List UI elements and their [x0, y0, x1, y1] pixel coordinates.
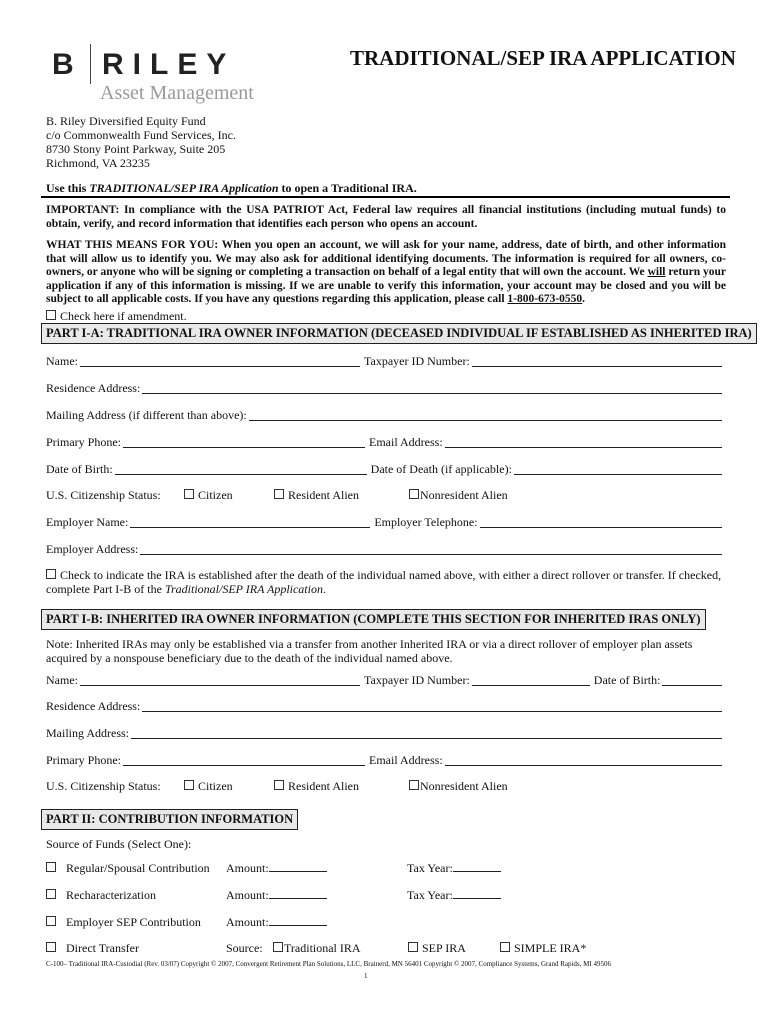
- tax-year-field[interactable]: [453, 861, 501, 872]
- mailing-address-field[interactable]: [249, 409, 722, 421]
- logo-b: B: [52, 48, 76, 81]
- amount-group: [226, 888, 327, 903]
- b-dob-label: Date of Birth:: [593, 673, 661, 687]
- primary-phone-field[interactable]: [123, 436, 365, 448]
- page-number: 1: [364, 972, 368, 980]
- tax-year-label: Tax Year:: [407, 888, 453, 902]
- b-citizenship-row: [46, 778, 726, 794]
- part-2-heading: PART II: CONTRIBUTION INFORMATION: [41, 809, 298, 830]
- b-nonresident-checkbox[interactable]: [409, 780, 419, 790]
- traditional-ira-label: Traditional IRA: [284, 941, 361, 955]
- dob-label: Date of Birth:: [46, 462, 113, 476]
- dob-row: [46, 461, 726, 477]
- inherited-check-end: .: [322, 582, 326, 596]
- sep-ira-checkbox[interactable]: [408, 942, 418, 952]
- employer-address-field[interactable]: [140, 543, 722, 555]
- divider-rule: [41, 196, 730, 198]
- employer-label: Employer Name:: [46, 515, 129, 529]
- logo-riley: RILEY: [102, 48, 236, 81]
- name-label: Name:: [46, 354, 78, 368]
- phone-row: [46, 434, 726, 450]
- traditional-ira-option[interactable]: [273, 941, 361, 956]
- direct-transfer-checkbox[interactable]: [46, 942, 56, 952]
- contribution-row: [46, 941, 736, 957]
- b-phone-row: [46, 752, 726, 768]
- footer-copyright: C-100– Traditional IRA-Custodial (Rev. 03/07) Copyright © 2007, Convergent Retirement Plan Solutions, LLC, Brainerd, MN 56401 Copyright © 2007, Compliance Systems, Grand Rapids, MI 49506: [46, 960, 611, 968]
- b-citizenship-label: U.S. Citizenship Status:: [46, 779, 161, 793]
- what-this-means-notice: [46, 239, 726, 307]
- part-1a-heading: PART I-A: TRADITIONAL IRA OWNER INFORMATION (DECEASED INDIVIDUAL IF ESTABLISHED AS INHERITED IRA): [41, 323, 757, 344]
- citizenship-row: [46, 487, 726, 503]
- regular-label: Regular/Spousal Contribution: [66, 861, 210, 875]
- amendment-checkbox[interactable]: [46, 310, 56, 320]
- resident-alien-label: Resident Alien: [288, 488, 359, 502]
- dod-field[interactable]: [514, 463, 722, 475]
- b-residence-field[interactable]: [142, 700, 722, 712]
- address-line: c/o Commonwealth Fund Services, Inc.: [46, 128, 236, 142]
- nonresident-alien-checkbox[interactable]: [409, 489, 419, 499]
- b-resident-label: Resident Alien: [288, 779, 359, 793]
- address-line: 8730 Stony Point Parkway, Suite 205: [46, 142, 226, 156]
- mailing-address-block: [46, 114, 236, 170]
- dob-field[interactable]: [115, 463, 367, 475]
- citizen-option[interactable]: [184, 488, 233, 503]
- logo-asset-management: Asset Management: [100, 82, 254, 104]
- resident-alien-checkbox[interactable]: [274, 489, 284, 499]
- b-citizen-checkbox[interactable]: [184, 780, 194, 790]
- taxpayer-label: Taxpayer ID Number:: [364, 354, 470, 368]
- amount-field[interactable]: [269, 888, 327, 899]
- source-group: [226, 941, 263, 956]
- mailing-label: Mailing Address (if different than above):: [46, 408, 247, 422]
- employer-sep-checkbox[interactable]: [46, 916, 56, 926]
- employer-telephone-field[interactable]: [480, 516, 722, 528]
- dod-label: Date of Death (if applicable):: [370, 462, 512, 476]
- amendment-label: Check here if amendment.: [60, 309, 187, 323]
- amount-group: [226, 915, 327, 930]
- citizen-checkbox[interactable]: [184, 489, 194, 499]
- resident-alien-option[interactable]: [274, 488, 359, 503]
- notice-text: WHAT THIS MEANS FOR YOU: When you open an account, we will ask for your name, address, date of birth, and other information that will allow us to identify you. We may also ask for additional identifying documents. The information is required for all owners, co-owners, or anyone who will be signing or completing a transaction on behalf of a legal entity that will own the account. We: [46, 239, 726, 278]
- b-residence-label: Residence Address:: [46, 699, 141, 713]
- b-resident-checkbox[interactable]: [274, 780, 284, 790]
- b-nonresident-alien-option[interactable]: [409, 779, 508, 794]
- name-field[interactable]: [80, 355, 360, 367]
- source-field-label: Source:: [226, 941, 263, 955]
- residence-address-field[interactable]: [142, 382, 722, 394]
- inherited-note: Note: Inherited IRAs may only be established via a transfer from another Inherited IRA or via a direct rollover of employer plan assets acquired by a nonspouse beneficiary due to the death of the individual named above.: [46, 637, 693, 665]
- use-emph: TRADITIONAL/SEP IRA Application: [89, 181, 279, 195]
- contribution-row: [46, 915, 736, 931]
- notice-will: will: [647, 266, 666, 278]
- b-mailing-field[interactable]: [131, 727, 722, 739]
- b-taxpayer-label: Taxpayer ID Number:: [364, 673, 470, 687]
- tax-year-field[interactable]: [453, 888, 501, 899]
- simple-ira-option[interactable]: [500, 941, 586, 956]
- b-phone-field[interactable]: [123, 754, 365, 766]
- use-suffix: to open a Traditional IRA.: [278, 181, 417, 195]
- b-mailing-label: Mailing Address:: [46, 726, 129, 740]
- contribution-row: [46, 861, 736, 877]
- nonresident-alien-label: Nonresident Alien: [420, 488, 508, 502]
- source-label: Source of Funds (Select One):: [46, 837, 192, 851]
- email-field[interactable]: [445, 436, 722, 448]
- amount-label: Amount:: [226, 861, 269, 875]
- b-citizen-label: Citizen: [198, 779, 233, 793]
- notice-text: .: [582, 293, 586, 305]
- simple-ira-label: SIMPLE IRA*: [514, 941, 587, 955]
- tax-year-label: Tax Year:: [407, 861, 453, 875]
- b-email-label: Email Address:: [369, 753, 443, 767]
- taxpayer-id-field[interactable]: [472, 355, 722, 367]
- use-instruction: [46, 181, 417, 196]
- traditional-ira-checkbox[interactable]: [273, 942, 283, 952]
- amendment-option: [46, 309, 187, 324]
- amount-label: Amount:: [226, 888, 269, 902]
- residence-row: [46, 380, 726, 396]
- sep-ira-label: SEP IRA: [422, 941, 466, 955]
- mailing-row: [46, 407, 726, 423]
- recharacterization-option[interactable]: [46, 888, 156, 903]
- inherited-check-text: Check to indicate the IRA is established after the death of the individual named above, with either a direct rollover or transfer. If checked, complete Part I-B of the: [46, 568, 722, 596]
- page-title: TRADITIONAL/SEP IRA APPLICATION: [350, 46, 736, 70]
- b-email-field[interactable]: [445, 754, 722, 766]
- citizenship-label: U.S. Citizenship Status:: [46, 488, 161, 502]
- residence-label: Residence Address:: [46, 381, 141, 395]
- email-label: Email Address:: [369, 435, 443, 449]
- regular-checkbox[interactable]: [46, 862, 56, 872]
- employer-address-row: [46, 541, 726, 557]
- employer-sep-option[interactable]: [46, 915, 201, 930]
- contribution-row: [46, 888, 736, 904]
- employer-row: [46, 514, 726, 530]
- amount-group: [226, 861, 327, 876]
- important-notice: IMPORTANT: In compliance with the USA PATRIOT Act, Federal law requires all financial institutions (including mutual funds) to obtain, verify, and record information that identifies each person who opens an account.: [46, 204, 726, 230]
- use-prefix: Use this: [46, 181, 90, 195]
- inherited-check-row: [46, 568, 730, 596]
- recharacterization-label: Recharacterization: [66, 888, 156, 902]
- tax-year-group: [407, 861, 501, 876]
- address-line: Richmond, VA 23235: [46, 156, 150, 170]
- sep-ira-option[interactable]: [408, 941, 466, 956]
- b-name-field[interactable]: [80, 674, 360, 686]
- direct-transfer-option[interactable]: [46, 941, 139, 956]
- recharacterization-checkbox[interactable]: [46, 889, 56, 899]
- inherited-check-emph: Traditional/SEP IRA Application: [164, 582, 323, 596]
- b-name-row: [46, 672, 726, 688]
- b-residence-row: [46, 698, 726, 714]
- regular-option[interactable]: [46, 861, 210, 876]
- b-taxpayer-id-field[interactable]: [472, 674, 590, 686]
- tax-year-group: [407, 888, 501, 903]
- employer-name-field[interactable]: [130, 516, 370, 528]
- name-row: [46, 353, 726, 369]
- direct-transfer-label: Direct Transfer: [66, 941, 139, 955]
- employer-tel-label: Employer Telephone:: [374, 515, 478, 529]
- b-citizen-option[interactable]: [184, 779, 233, 794]
- inherited-checkbox[interactable]: [46, 569, 56, 579]
- b-resident-alien-option[interactable]: [274, 779, 359, 794]
- phone-label: Primary Phone:: [46, 435, 121, 449]
- amount-label: Amount:: [226, 915, 269, 929]
- b-nonresident-label: Nonresident Alien: [420, 779, 508, 793]
- amount-field[interactable]: [269, 915, 327, 926]
- b-phone-label: Primary Phone:: [46, 753, 121, 767]
- address-line: B. Riley Diversified Equity Fund: [46, 114, 206, 128]
- employer-address-label: Employer Address:: [46, 542, 139, 556]
- employer-sep-label: Employer SEP Contribution: [66, 915, 201, 929]
- nonresident-alien-option[interactable]: [409, 488, 508, 503]
- simple-ira-checkbox[interactable]: [500, 942, 510, 952]
- b-dob-field[interactable]: [662, 674, 722, 686]
- amount-field[interactable]: [269, 861, 327, 872]
- phone-number: 1-800-673-0550: [507, 293, 583, 305]
- notice-text: return your application if any of this information is missing. If we are unable to verify this information, your account may be closed and you will be subject to all applicable costs. If you have any questions regarding this application, please call: [46, 266, 726, 305]
- citizen-label: Citizen: [198, 488, 233, 502]
- part-1b-heading: PART I-B: INHERITED IRA OWNER INFORMATION (COMPLETE THIS SECTION FOR INHERITED IRAS ONLY): [41, 609, 706, 630]
- b-name-label: Name:: [46, 673, 78, 687]
- logo-divider: [90, 44, 91, 84]
- b-mailing-row: [46, 725, 726, 741]
